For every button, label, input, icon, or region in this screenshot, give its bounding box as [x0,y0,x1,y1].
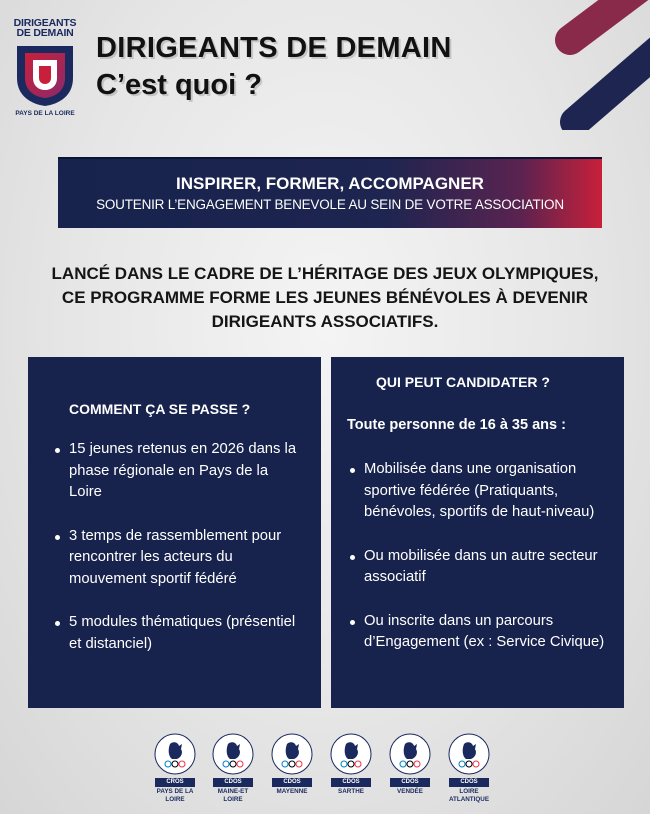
partner-name: MAYENNE [276,788,308,795]
partner-logo-cros-pays-de-la-loire [150,732,200,803]
tagline-banner [58,157,602,228]
partner-name: ATLANTIQUE [448,796,490,803]
logo-text-line1: DIRIGEANTS [13,17,77,29]
banner-headline: INSPIRER, FORMER, ACCOMPAGNER [176,174,484,193]
partner-name: PAYS DE LA [156,788,194,795]
list-item: Ou inscrite dans un parcours d’Engagement (ex : Service Civique) [349,611,617,654]
partner-tag: CROS [155,778,195,787]
banner-subline: SOUTENIR L’ENGAGEMENT BENEVOLE AU SEIN DE VOTRE ASSOCIATION [96,197,564,212]
logo-region-label: PAYS DE LA LOIRE [15,110,75,117]
intro-line-2: CE PROGRAMME FORME LES JEUNES BÉNÉVOLES À DEVENIR [61,288,589,307]
intro-line-1: LANCÉ DANS LE CADRE DE L’HÉRITAGE DES JEUX OLYMPIQUES, [51,264,599,283]
list-item: 3 temps de rassemblement pour rencontrer les acteurs du mouvement sportif fédéré [54,526,304,591]
page-subtitle: C’est quoi ? [96,69,262,101]
partner-tag: CDOS [449,778,489,787]
who-can-apply-heading: QUI PEUT CANDIDATER ? [376,374,550,390]
partner-logo-cdos-sarthe [326,732,376,795]
olympic-rooster-seal-icon [388,732,432,776]
olympic-rooster-seal-icon [329,732,373,776]
shield-emblem-icon [13,40,77,108]
partner-tag: CDOS [213,778,253,787]
olympic-rooster-seal-icon [447,732,491,776]
partner-name: LOIRE [165,796,185,803]
dirigeants-de-demain-logo [10,18,80,128]
partner-logo-cdos-vendee [385,732,435,795]
how-it-works-panel [28,357,321,708]
partner-tag: CDOS [390,778,430,787]
partner-logo-cdos-mayenne [267,732,317,795]
list-item: 5 modules thématiques (présentiel et distanciel) [54,612,304,655]
partner-logo-cdos-maine-et-loire [208,732,258,803]
olympic-rooster-seal-icon [270,732,314,776]
who-can-apply-subheading: Toute personne de 16 à 35 ans : [347,417,566,433]
decorative-stripes [500,0,650,130]
intro-text [20,262,630,334]
how-it-works-heading: COMMENT ÇA SE PASSE ? [69,401,251,417]
partner-name: MAINE-ET [217,788,249,795]
page-title: DIRIGEANTS DE DEMAIN [96,32,452,64]
partner-logo-cdos-loire-atlantique [444,732,494,803]
list-item: Mobilisée dans une organisation sportive fédérée (Pratiquants, bénévoles, sportifs de haut-niveau) [349,459,617,524]
list-item: 15 jeunes retenus en 2026 dans la phase régionale en Pays de la Loire [54,439,304,504]
partner-tag: CDOS [331,778,371,787]
list-item: Ou mobilisée dans un autre secteur associatif [349,546,617,589]
partner-logos [150,732,500,812]
partner-name: LOIRE [459,788,479,795]
intro-line-3: DIRIGEANTS ASSOCIATIFS. [211,312,439,331]
logo-text-line2: DE DEMAIN [16,27,74,39]
who-can-apply-panel [331,357,624,708]
who-can-apply-list [349,459,617,676]
how-it-works-list [54,439,304,677]
partner-name: VENDÉE [397,788,423,795]
partner-name: SARTHE [338,788,364,795]
olympic-rooster-seal-icon [153,732,197,776]
partner-name: LOIRE [223,796,243,803]
partner-tag: CDOS [272,778,312,787]
olympic-rooster-seal-icon [211,732,255,776]
